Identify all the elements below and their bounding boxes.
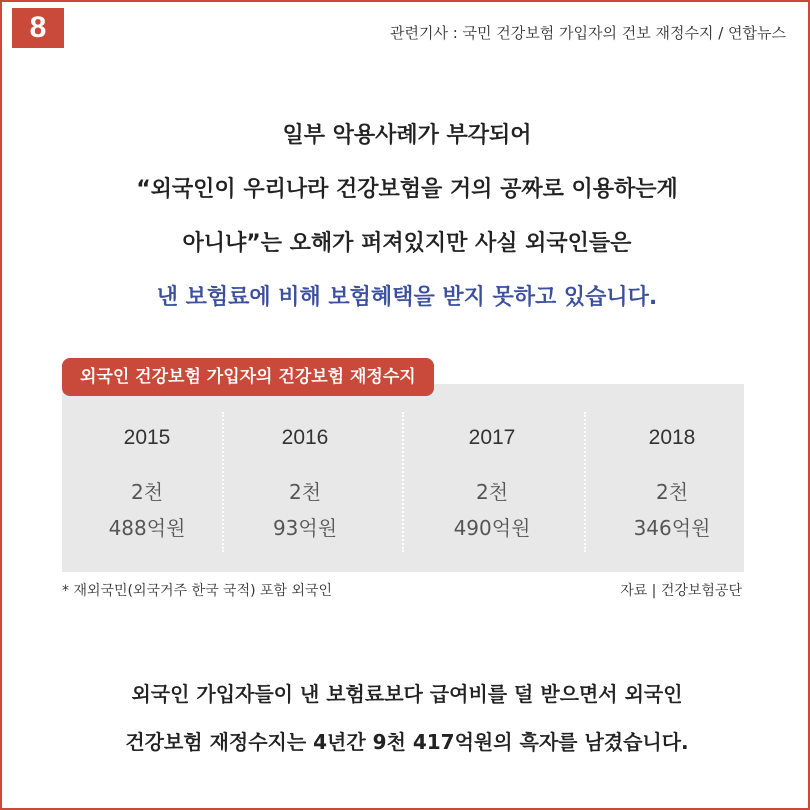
table-footnote: * 재외국민(외국거주 한국 국적) 포함 외국인 xyxy=(62,583,333,599)
column-value-line-1: 2천 xyxy=(475,480,509,504)
table-column-2016 xyxy=(220,384,390,572)
summary-line-1: 외국인 가입자들이 낸 보험료보다 급여비를 덜 받으면서 외국인 xyxy=(131,682,683,706)
balance-table xyxy=(62,384,744,572)
data-source: 자료 | 건강보험공단 xyxy=(620,583,742,599)
headline-line-2: “외국인이 우리나라 건강보험을 거의 공짜로 이용하는게 xyxy=(136,177,678,202)
page-number-badge: 8 xyxy=(12,8,64,48)
table-title-tag: 외국인 건강보험 가입자의 건강보험 재정수지 xyxy=(62,358,434,396)
column-value-line-2: 490억원 xyxy=(453,516,531,540)
column-year: 2017 xyxy=(468,426,516,449)
table-column-2015 xyxy=(62,384,232,572)
table-column-2018 xyxy=(587,384,757,572)
column-divider xyxy=(402,412,404,552)
column-value-line-2: 93억원 xyxy=(272,516,338,540)
column-value-line-2: 488억원 xyxy=(108,516,186,540)
headline-line-1: 일부 악용사례가 부각되어 xyxy=(282,123,532,148)
column-year: 2018 xyxy=(648,426,696,449)
column-value-line-1: 2천 xyxy=(288,480,322,504)
headline-line-4: 낸 보험료에 비해 보험혜택을 받지 못하고 있습니다. xyxy=(156,285,658,310)
column-value-line-2: 346억원 xyxy=(633,516,711,540)
column-year: 2016 xyxy=(281,426,329,449)
headline-line-3: 아니냐”는 오해가 퍼져있지만 사실 외국인들은 xyxy=(182,231,632,256)
column-value-line-1: 2천 xyxy=(130,480,164,504)
summary-line-2: 건강보험 재정수지는 4년간 9천 417억원의 흑자를 남겼습니다. xyxy=(125,730,689,754)
table-column-2017 xyxy=(407,384,577,572)
column-year: 2015 xyxy=(123,426,171,449)
column-divider xyxy=(584,412,586,552)
related-article-source: 관련기사 : 국민 건강보험 가입자의 건보 재정수지 / 연합뉴스 xyxy=(389,24,786,42)
column-value-line-1: 2천 xyxy=(655,480,689,504)
